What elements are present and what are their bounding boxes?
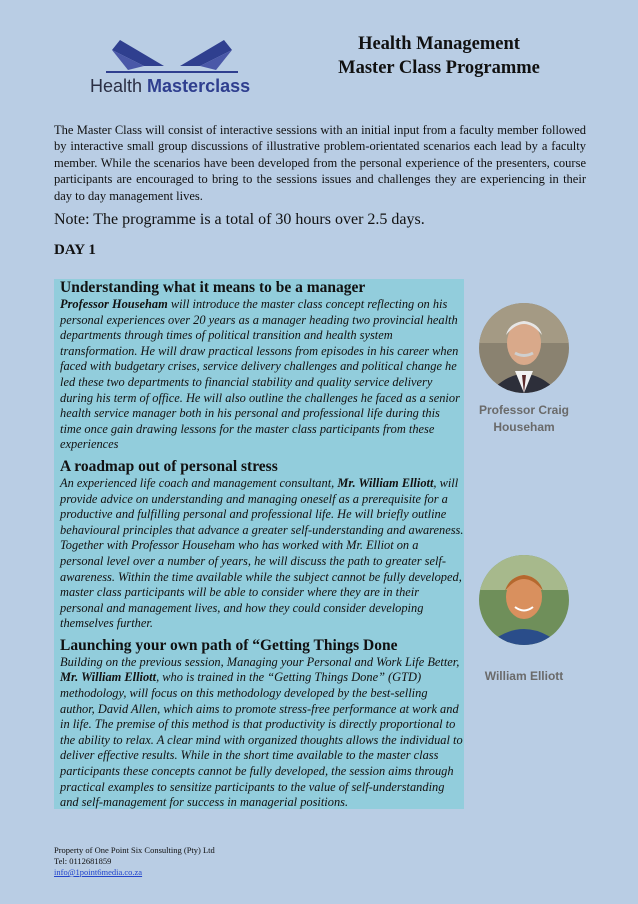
session-3-pre: Building on the previous session, Managing your Personal and Work Life Better,	[60, 654, 460, 669]
programme-note: Note: The programme is a total of 30 hours over 2.5 days.	[54, 211, 425, 228]
session-3-lead: Mr. William Elliott	[60, 670, 157, 685]
title-line-1: Health Management	[358, 34, 520, 54]
william-elliott-photo	[479, 555, 569, 645]
session-1-text: will introduce the master class concept reflecting on his personal experiences over 20 years as a manager heading two provincial health departments through times of political transition and health system transformation. He will draw practical lessons from episodes in his career when faced with budgetary crises, service delivery challenges and political change he led these two departments to financial stability and quality service delivery during his term of office. He will also outline the challenges he faced as a senior health service manager both in his personal and professional life during this time once gain drawing lessons for the master class participants from these experiences	[60, 297, 460, 452]
day-heading: DAY 1	[54, 242, 96, 258]
footer-email-link[interactable]: info@1point6media.co.za	[54, 867, 143, 877]
intro-paragraph: The Master Class will consist of interactive sessions with an initial input from a faculty member followed by interactive small group discussions of illustrative problem-orientated scenarios each lead by a faculty member. While the scenarios have been developed from the personal experience of the presenters, course participants are encouraged to bring to the sessions issues and challenges they are experiencing in their day to day management lives.	[54, 123, 586, 203]
logo-wordmark	[90, 76, 250, 97]
professor-caption-line-2: Househam	[493, 420, 555, 434]
session-1-lead: Professor Househam	[60, 297, 168, 311]
session-1-body	[60, 297, 464, 453]
session-3-heading: Launching your own path of “Getting Things Done	[60, 636, 398, 654]
session-2-lead: Mr. William Elliott	[337, 475, 434, 490]
session-2-body	[60, 476, 464, 632]
page-title	[300, 32, 578, 80]
logo-word-masterclass: Masterclass	[147, 76, 251, 96]
footer-phone: Tel: 0112681859	[54, 856, 112, 866]
professor-caption	[470, 402, 578, 436]
session-1-heading: Understanding what it means to be a manager	[60, 279, 366, 296]
session-3-body	[60, 655, 464, 811]
professor-caption-line-1: Professor Craig	[478, 403, 570, 417]
session-2-pre: An experienced life coach and management consultant,	[60, 475, 338, 490]
logo-word-health: Health	[90, 76, 148, 96]
footer-company: Property of One Point Six Consulting (Pty) Ltd	[54, 845, 215, 855]
professor-househam-photo	[479, 303, 569, 393]
sessions-panel	[54, 279, 464, 809]
session-2-heading: A roadmap out of personal stress	[60, 457, 278, 475]
title-line-2: Master Class Programme	[338, 58, 540, 78]
session-2-text: , will provide advice on understanding and managing oneself as a prerequisite for a productive and fulfilling personal and professional life. He will briefly outline behavioural principles that advance a greater self-understanding and awareness. Together with Professor Househam who has worked with Mr. Elliot on a personal level over a number of years, he will discuss the path to greater self-awareness. Within the time available while the subject cannot be fully developed, master class participants will be able to consider where they are in their personal and management lives, and how they could consider developing themselves further.	[60, 475, 464, 631]
footer	[54, 845, 215, 878]
session-3-text: , who is trained in the “Getting Things Done” (GTD) methodology, will focus on this methodology developed by the best-selling author, David Allen, which aims to promote stress-free performance at work and in life. The premise of this method is that productivity is directly proportional to the ability to relax. A clear mind with organized thoughts allows the individual to deliver effective results. While in the short time available to the master class participants these concepts cannot be fully developed, the session aims through practical examples to sensitize participants to the value of self-understanding and self-management for success in managerial positions.	[60, 670, 463, 810]
elliott-caption: William Elliott	[484, 669, 564, 683]
